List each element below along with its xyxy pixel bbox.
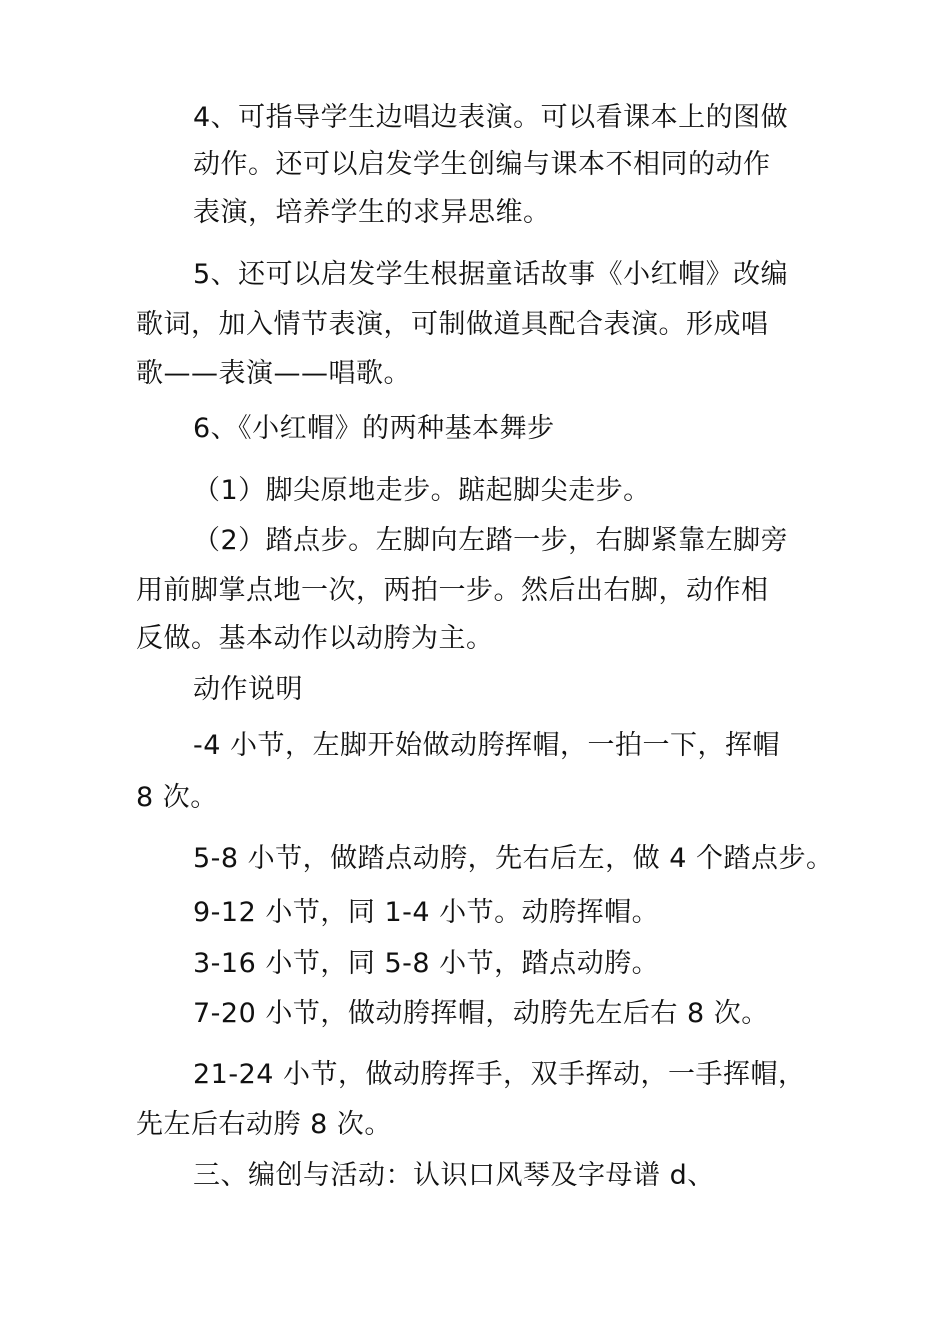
text-line: 3-16 小节，同 5-8 小节，踏点动胯。 xyxy=(193,948,660,979)
text-line: 先左后右动胯 8 次。 xyxy=(136,1109,392,1140)
text-line: 反做。基本动作以动胯为主。 xyxy=(136,623,494,654)
text-line: 表演，培养学生的求异思维。 xyxy=(193,197,551,228)
text-line: （1）脚尖原地走步。踮起脚尖走步。 xyxy=(193,475,651,506)
text-line: 6、《小红帽》的两种基本舞步 xyxy=(193,413,555,444)
text-line: 8 次。 xyxy=(136,782,218,813)
text-line: 4、可指导学生边唱边表演。可以看课本上的图做 xyxy=(193,102,789,133)
text-line: 动作。还可以启发学生创编与课本不相同的动作 xyxy=(193,149,771,180)
text-line: -4 小节，左脚开始做动胯挥帽，一拍一下，挥帽 xyxy=(193,730,781,761)
text-line: 7-20 小节，做动胯挥帽，动胯先左后右 8 次。 xyxy=(193,998,769,1029)
text-line: （2）踏点步。左脚向左踏一步，右脚紧靠左脚旁 xyxy=(193,525,789,556)
text-line: 21-24 小节，做动胯挥手，双手挥动，一手挥帽， xyxy=(193,1059,806,1090)
text-line: 歌词，加入情节表演，可制做道具配合表演。形成唱 xyxy=(136,309,769,340)
text-line: 9-12 小节，同 1-4 小节。动胯挥帽。 xyxy=(193,897,660,928)
text-line: 5-8 小节，做踏点动胯，先右后左，做 4 个踏点步。 xyxy=(193,843,834,874)
text-line: 用前脚掌点地一次，两拍一步。然后出右脚，动作相 xyxy=(136,575,769,606)
text-line: 三、编创与活动：认识口风琴及字母谱 d、 xyxy=(193,1160,715,1191)
text-line: 5、还可以启发学生根据童话故事《小红帽》改编 xyxy=(193,259,789,290)
text-line: 动作说明 xyxy=(193,674,303,705)
text-line: 歌——表演——唱歌。 xyxy=(136,358,411,389)
